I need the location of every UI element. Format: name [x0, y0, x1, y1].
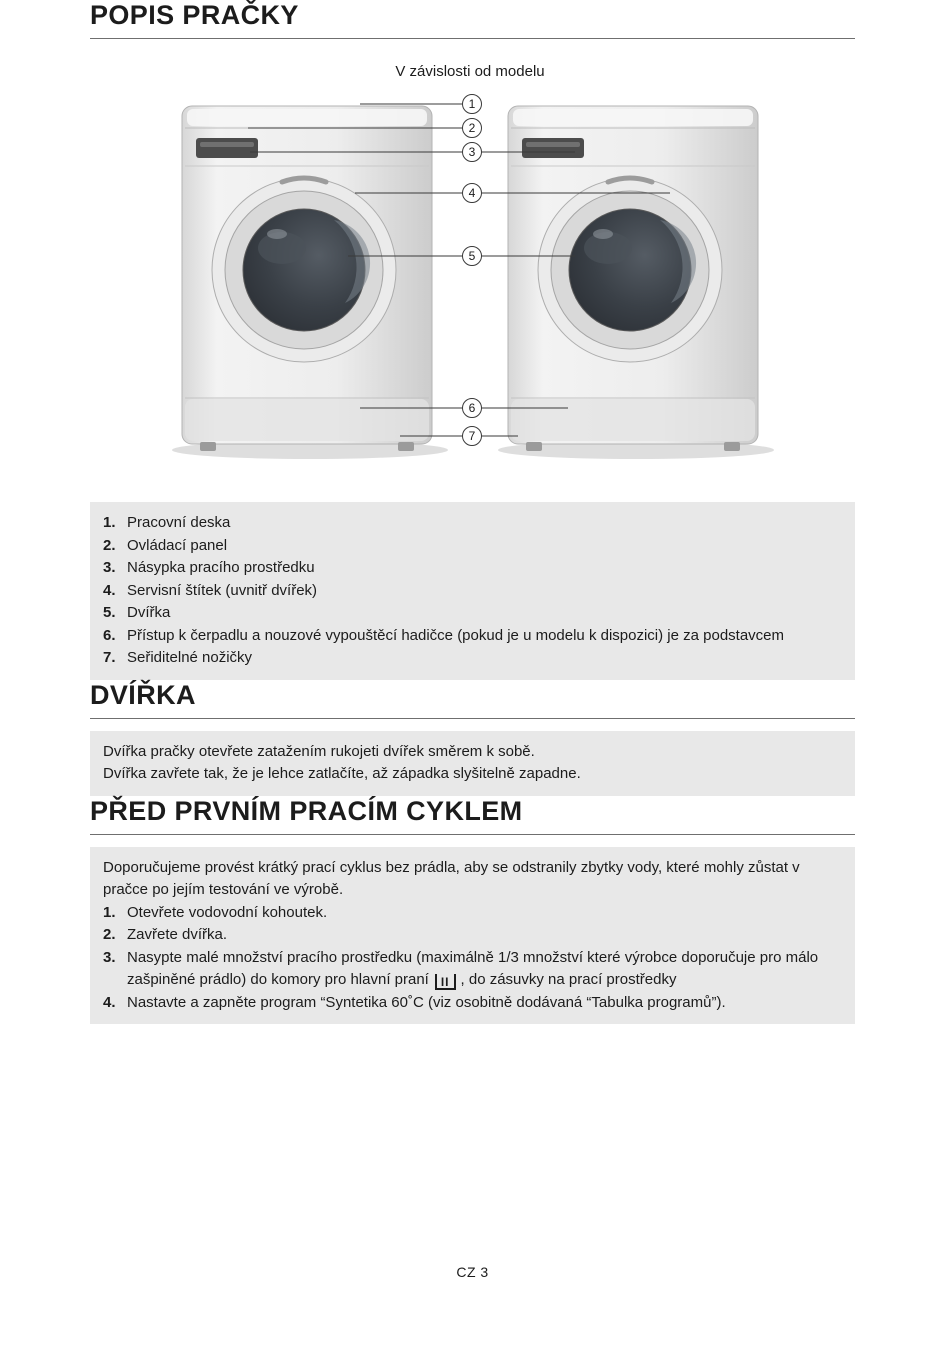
parts-list-box — [90, 502, 855, 680]
step-text: Zavřete dvířka. — [127, 926, 228, 943]
step-item — [103, 902, 842, 925]
washing-machines-illustration — [120, 86, 820, 484]
item-text: Přístup k čerpadlu a nouzové vypouštěcí hadičce (pokud je u modelu k dispozici) je za podstavcem — [127, 626, 785, 644]
washing-machine-diagram — [120, 86, 820, 484]
step-number: 3. — [103, 948, 116, 966]
item-number: 7. — [103, 649, 116, 666]
first-cycle-intro: Doporučujeme provést krátký prací cyklus bez prádla, aby se odstranily zbytky vody, které mohly zůstat v pračce po jejím testování ve výrobě. — [103, 858, 800, 898]
page-footer: CZ 3 — [456, 1264, 489, 1280]
step-item — [103, 924, 842, 947]
callout-4: 4 — [468, 186, 476, 201]
step-number: 1. — [103, 903, 116, 921]
item-number: 3. — [103, 559, 116, 576]
item-text: Ovládací panel — [127, 536, 228, 554]
callout-1: 1 — [468, 97, 476, 112]
step-number: 4. — [103, 993, 116, 1011]
parts-list-item — [103, 512, 842, 535]
parts-list-item — [103, 580, 842, 603]
door-instruction-line: Dvířka zavřete tak, že je lehce zatlačíte, až západka slyšitelně zapadne. — [103, 765, 581, 782]
page-title: POPIS PRAČKY — [90, 0, 855, 39]
main-wash-compartment-icon: II — [435, 974, 456, 990]
door-instruction-line: Dvířka pračky otevřete zatažením rukojeti dvířek směrem k sobě. — [103, 742, 535, 760]
step-item — [103, 947, 842, 992]
parts-list-item — [103, 535, 842, 558]
item-number: 2. — [103, 536, 116, 554]
item-text: Dvířka — [127, 604, 171, 621]
parts-list-item — [103, 602, 842, 625]
step-number: 2. — [103, 926, 116, 943]
diagram-caption: V závislosti od modelu — [395, 63, 545, 80]
first-cycle-box — [90, 847, 855, 1025]
item-number: 6. — [103, 626, 116, 644]
parts-list-item — [103, 557, 842, 580]
step-text-part: Nasypte malé množství pracího prostředku (maximálně 1/3 množství které výrobce doporučuje pro málo zašpiněné prádlo) do komory pro hlavní praní — [127, 948, 819, 988]
step-item — [103, 992, 842, 1015]
step-text: Nastavte a zapněte program “Syntetika 60˚C (viz osobitně dodávaná “Tabulka programů”). — [127, 993, 726, 1011]
item-text: Servisní štítek (uvnitř dvířek) — [127, 581, 318, 599]
parts-list-item — [103, 625, 842, 648]
callout-2: 2 — [468, 121, 476, 136]
item-text: Násypka pracího prostředku — [127, 559, 315, 576]
washing-machine-right — [498, 106, 774, 459]
item-number: 5. — [103, 604, 116, 621]
callout-badges — [463, 95, 482, 446]
door-instructions-box — [90, 731, 855, 796]
item-number: 1. — [103, 514, 116, 531]
item-text: Seřiditelné nožičky — [127, 649, 253, 666]
callout-6: 6 — [468, 401, 476, 416]
item-number: 4. — [103, 581, 116, 599]
step-text: Otevřete vodovodní kohoutek. — [127, 903, 328, 921]
parts-list-item — [103, 647, 842, 670]
callout-3: 3 — [468, 145, 476, 160]
callout-7: 7 — [468, 429, 476, 444]
section-title-door: DVÍŘKA — [90, 680, 855, 719]
washing-machine-left — [172, 106, 448, 459]
step-text-part: , do zásuvky na prací prostředky — [460, 971, 677, 988]
step-text — [127, 947, 842, 992]
callout-5: 5 — [468, 249, 476, 264]
section-title-first-cycle: PŘED PRVNÍM PRACÍM CYKLEM — [90, 796, 855, 835]
item-text: Pracovní deska — [127, 514, 231, 531]
